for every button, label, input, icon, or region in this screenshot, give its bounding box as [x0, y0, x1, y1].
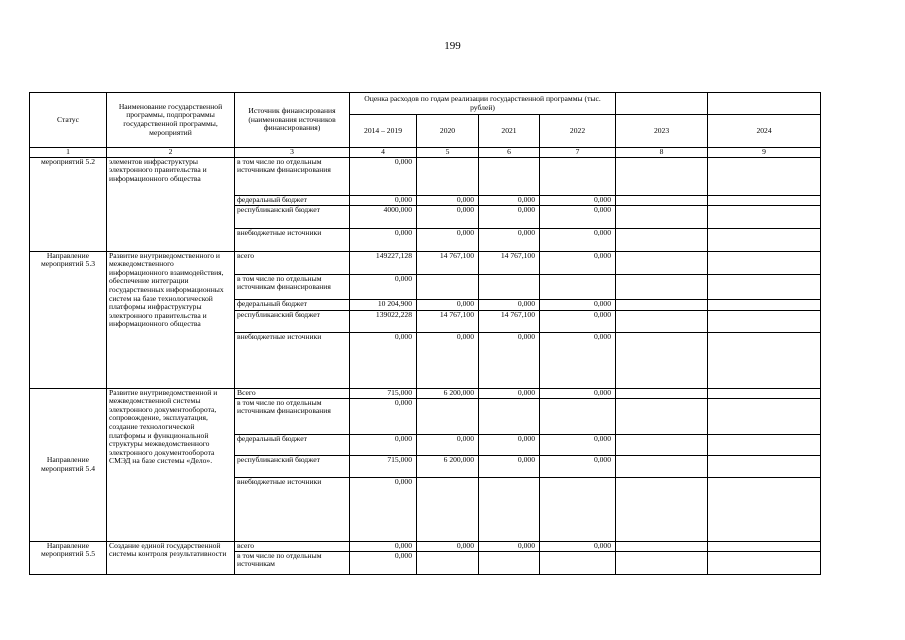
row-value-cell	[417, 274, 479, 299]
column-number: 7	[540, 148, 616, 158]
row-value-cell: 0,000	[417, 299, 479, 310]
header-source: Источник финансирования (наименования источников финансирования)	[235, 93, 350, 148]
row-value-cell	[616, 455, 708, 477]
row-value-cell	[616, 205, 708, 228]
row-measure-name: Создание единой государственной системы контроля результативности	[107, 541, 235, 574]
row-funding-source: республиканский бюджет	[235, 310, 350, 332]
row-value-cell	[616, 551, 708, 574]
row-value-cell: 0,000	[417, 434, 479, 455]
row-value-cell: 0,000	[350, 157, 417, 195]
row-value-cell: 0,000	[479, 299, 540, 310]
row-value-cell	[479, 157, 540, 195]
column-number: 6	[479, 148, 540, 158]
row-funding-source: внебюджетные источники	[235, 477, 350, 541]
row-funding-source: республиканский бюджет	[235, 205, 350, 228]
row-value-cell: 0,000	[350, 551, 417, 574]
row-value-cell: 0,000	[350, 274, 417, 299]
row-value-cell: 0,000	[417, 228, 479, 251]
row-value-cell: 0,000	[540, 251, 616, 274]
row-value-cell: 0,000	[540, 434, 616, 455]
row-value-cell	[540, 157, 616, 195]
row-value-cell: 0,000	[479, 455, 540, 477]
row-value-cell: 0,000	[417, 541, 479, 551]
row-value-cell: 0,000	[540, 228, 616, 251]
row-value-cell	[616, 274, 708, 299]
row-value-cell: 0,000	[540, 455, 616, 477]
row-value-cell: 0,000	[479, 434, 540, 455]
row-status: Направление мероприятий 5.4	[30, 388, 107, 541]
row-funding-source: в том числе по отдельным источникам финансирования	[235, 398, 350, 434]
row-value-cell: 0,000	[540, 332, 616, 388]
row-funding-source: республиканский бюджет	[235, 455, 350, 477]
row-value-cell	[417, 398, 479, 434]
row-value-cell	[616, 332, 708, 388]
row-value-cell: 10 204,900	[350, 299, 417, 310]
row-value-cell	[417, 157, 479, 195]
row-value-cell	[616, 477, 708, 541]
row-value-cell	[708, 388, 821, 398]
header-estimate: Оценка расходов по годам реализации государственной программы (тыс. рублей)	[350, 93, 616, 115]
row-value-cell: 0,000	[417, 332, 479, 388]
row-value-cell	[616, 299, 708, 310]
header-year: 2014 – 2019	[350, 115, 417, 148]
column-number: 9	[708, 148, 821, 158]
row-funding-source: всего	[235, 251, 350, 274]
row-value-cell	[616, 541, 708, 551]
column-number: 2	[107, 148, 235, 158]
row-value-cell	[479, 398, 540, 434]
budget-table	[29, 92, 821, 575]
row-value-cell: 0,000	[417, 205, 479, 228]
row-value-cell: 0,000	[350, 398, 417, 434]
row-value-cell: 715,000	[350, 388, 417, 398]
row-value-cell	[708, 332, 821, 388]
row-value-cell: 0,000	[350, 195, 417, 205]
header-status: Статус	[30, 93, 107, 148]
header-year: 2021	[479, 115, 540, 148]
row-value-cell: 0,000	[350, 477, 417, 541]
row-value-cell	[616, 157, 708, 195]
row-value-cell: 139022,228	[350, 310, 417, 332]
row-value-cell: 14 767,100	[417, 251, 479, 274]
header-year: 2022	[540, 115, 616, 148]
header-blank-8	[616, 93, 708, 115]
row-value-cell	[417, 477, 479, 541]
row-value-cell: 4000,000	[350, 205, 417, 228]
row-value-cell: 149227,128	[350, 251, 417, 274]
header-year: 2023	[616, 115, 708, 148]
row-value-cell	[479, 477, 540, 541]
column-number: 4	[350, 148, 417, 158]
column-number: 1	[30, 148, 107, 158]
row-funding-source: в том числе по отдельным источникам финансирования	[235, 274, 350, 299]
row-funding-source: федеральный бюджет	[235, 434, 350, 455]
row-value-cell	[616, 434, 708, 455]
header-blank-9	[708, 93, 821, 115]
row-value-cell: 0,000	[479, 388, 540, 398]
row-value-cell: 0,000	[350, 332, 417, 388]
row-status: Направление мероприятий 5.5	[30, 541, 107, 574]
row-measure-name: элементов инфраструктуры электронного правительства и информационного общества	[107, 157, 235, 251]
row-value-cell	[708, 205, 821, 228]
header-year: 2024	[708, 115, 821, 148]
row-value-cell: 6 200,000	[417, 455, 479, 477]
row-value-cell: 6 200,000	[417, 388, 479, 398]
row-funding-source: Всего	[235, 388, 350, 398]
row-value-cell	[708, 310, 821, 332]
row-value-cell: 0,000	[479, 195, 540, 205]
row-value-cell: 715,000	[350, 455, 417, 477]
row-funding-source: внебюджетные источники	[235, 332, 350, 388]
row-value-cell: 0,000	[479, 228, 540, 251]
row-value-cell	[708, 274, 821, 299]
row-funding-source: федеральный бюджет	[235, 195, 350, 205]
row-value-cell: 0,000	[540, 388, 616, 398]
row-value-cell	[708, 195, 821, 205]
row-funding-source: в том числе по отдельным источникам	[235, 551, 350, 574]
row-value-cell: 14 767,100	[479, 310, 540, 332]
row-value-cell	[540, 398, 616, 434]
row-value-cell	[708, 157, 821, 195]
row-value-cell	[708, 434, 821, 455]
row-value-cell: 0,000	[540, 310, 616, 332]
row-measure-name: Развитие внутриведомственной и межведомственной системы электронного документооборота, сопровождение, эксплуатация, создание технологической платформы и функциональной структуры межведомственного электронного документооборота СМЭД на базе системы «Дело».	[107, 388, 235, 541]
row-value-cell	[540, 274, 616, 299]
row-value-cell: 0,000	[350, 434, 417, 455]
row-value-cell	[616, 310, 708, 332]
row-value-cell: 0,000	[417, 195, 479, 205]
row-funding-source: федеральный бюджет	[235, 299, 350, 310]
header-year: 2020	[417, 115, 479, 148]
row-value-cell	[708, 228, 821, 251]
header-name: Наименование государственной программы, подпрограммы государственной программы, мероприятий	[107, 93, 235, 148]
row-value-cell: 0,000	[479, 205, 540, 228]
row-value-cell	[708, 477, 821, 541]
row-value-cell	[616, 195, 708, 205]
row-value-cell: 0,000	[540, 195, 616, 205]
row-value-cell	[708, 251, 821, 274]
row-value-cell	[540, 551, 616, 574]
row-value-cell: 0,000	[540, 541, 616, 551]
row-value-cell: 0,000	[350, 541, 417, 551]
row-value-cell	[616, 228, 708, 251]
row-value-cell	[616, 398, 708, 434]
row-status: Направление мероприятий 5.3	[30, 251, 107, 388]
row-value-cell	[479, 274, 540, 299]
row-value-cell: 14 767,100	[479, 251, 540, 274]
row-funding-source: внебюджетные источники	[235, 228, 350, 251]
row-value-cell: 0,000	[540, 205, 616, 228]
row-value-cell: 0,000	[479, 541, 540, 551]
row-value-cell	[540, 477, 616, 541]
row-value-cell	[417, 551, 479, 574]
column-number: 8	[616, 148, 708, 158]
row-value-cell	[708, 398, 821, 434]
row-measure-name: Развитие внутриведомственного и межведомственного информационного взаимодействия, обеспечение интеграции государственных информационных систем на базе технологической платформы инфраструктуры электронного правительства и информационного общества	[107, 251, 235, 388]
row-value-cell	[708, 455, 821, 477]
row-value-cell: 0,000	[350, 228, 417, 251]
row-value-cell: 0,000	[479, 332, 540, 388]
page-number: 199	[444, 40, 461, 52]
row-value-cell	[616, 251, 708, 274]
row-funding-source: всего	[235, 541, 350, 551]
row-status: мероприятий 5.2	[30, 157, 107, 251]
row-funding-source: в том числе по отдельным источникам финансирования	[235, 157, 350, 195]
column-number: 3	[235, 148, 350, 158]
row-value-cell	[616, 388, 708, 398]
row-value-cell	[479, 551, 540, 574]
row-value-cell	[708, 299, 821, 310]
row-value-cell	[708, 541, 821, 551]
row-value-cell: 14 767,100	[417, 310, 479, 332]
row-value-cell	[708, 551, 821, 574]
column-number: 5	[417, 148, 479, 158]
row-value-cell: 0,000	[540, 299, 616, 310]
